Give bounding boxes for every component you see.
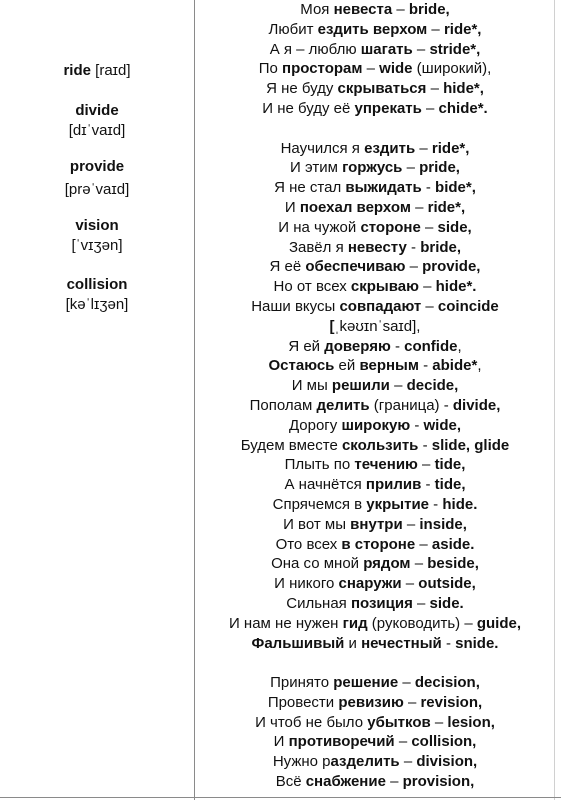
poem-line — [195, 277, 555, 297]
text-fragment: И нам не нужен — [228, 614, 343, 632]
bold-fragment: provision, — [402, 773, 475, 791]
bold-fragment: поехал верхом — [299, 198, 411, 216]
bold-fragment: bride, — [420, 238, 462, 256]
text-fragment: – — [412, 594, 430, 612]
text-fragment: – — [415, 139, 432, 157]
bold-fragment: snide. — [455, 634, 499, 652]
poem-line — [195, 436, 555, 456]
text-fragment: (граница) - — [369, 396, 453, 414]
bold-fragment: совпадают — [339, 297, 422, 315]
bold-fragment: стороне — [360, 218, 421, 236]
bold-fragment: решение — [333, 674, 399, 692]
poem-line — [195, 198, 555, 218]
poem-line — [195, 574, 555, 594]
poem-line — [195, 178, 555, 198]
poem-line — [195, 752, 555, 772]
bold-fragment: coincide — [437, 297, 499, 315]
bold-fragment: provide, — [422, 258, 481, 276]
bold-fragment: Остаюсь — [268, 357, 335, 375]
bold-fragment: decision, — [414, 674, 480, 692]
text-fragment: Будем вместе — [240, 436, 342, 454]
bold-fragment: wide, — [423, 416, 462, 434]
text-fragment: Научился я — [280, 139, 365, 157]
bold-fragment: шагать — [360, 40, 413, 58]
bold-fragment: confide — [404, 337, 458, 355]
bold-fragment: внутри — [350, 515, 403, 533]
text-fragment: - — [421, 476, 435, 494]
text-fragment: – — [420, 218, 438, 236]
poem-line — [195, 713, 555, 733]
bold-fragment: верным — [359, 357, 419, 375]
stanza-break — [195, 653, 555, 673]
bold-fragment: делить — [316, 396, 370, 414]
bold-fragment: ride*, — [427, 198, 466, 216]
text-fragment: – — [385, 773, 403, 791]
poem-line — [195, 40, 555, 60]
text-fragment: – — [402, 515, 420, 533]
text-fragment: – — [405, 258, 423, 276]
text-fragment: Спрячемся в — [272, 495, 367, 513]
poem-line — [195, 79, 555, 99]
bold-fragment: обеспечиваю — [305, 258, 406, 276]
text-fragment: И на чужой — [278, 218, 361, 236]
bold-fragment: нечестный — [361, 634, 442, 652]
text-fragment: – — [410, 198, 428, 216]
text-fragment: И — [273, 733, 289, 751]
text-fragment: - — [390, 337, 405, 355]
poem-line — [195, 257, 555, 277]
bold-fragment: hide. — [442, 495, 478, 513]
text-fragment: Нужно р — [272, 753, 331, 771]
poem-line — [195, 634, 555, 654]
bold-fragment: guide, — [476, 614, 522, 632]
text-fragment: – — [401, 575, 419, 593]
text-fragment: - — [418, 357, 433, 375]
bold-fragment: течению — [354, 456, 418, 474]
bold-fragment: side, — [437, 218, 472, 236]
poem-line — [195, 396, 555, 416]
bold-fragment: ride*, — [443, 20, 482, 38]
text-fragment: – — [362, 60, 380, 78]
text-fragment: Всё — [275, 773, 306, 791]
text-fragment: – — [418, 278, 436, 296]
vocab-entry-provide — [0, 157, 194, 200]
bold-fragment: горжусь — [342, 159, 403, 177]
vocab-entry-collision — [0, 275, 194, 315]
bold-fragment: прилив — [365, 476, 422, 494]
bold-fragment: ездить верхом — [317, 20, 428, 38]
text-fragment: - — [406, 238, 421, 256]
text-fragment: И чтоб не было — [255, 713, 368, 731]
text-fragment: ей — [334, 357, 360, 375]
poem-line — [195, 0, 555, 20]
bold-fragment: outside, — [418, 575, 476, 593]
text-fragment: , — [457, 337, 462, 355]
poem-line — [195, 59, 555, 79]
poem-line — [195, 218, 555, 238]
poem-line — [195, 535, 555, 555]
bold-fragment: beside, — [427, 555, 479, 573]
text-fragment: – — [421, 99, 439, 117]
bold-fragment: aside. — [431, 535, 475, 553]
vocab-entry-ride — [0, 61, 194, 81]
text-fragment: – — [402, 159, 420, 177]
bold-fragment: в стороне — [341, 535, 416, 553]
vocab-word: provide — [69, 158, 125, 175]
text-fragment: Завёл я — [288, 238, 348, 256]
text-fragment: И этим — [290, 159, 343, 177]
bold-fragment: wide — [379, 60, 413, 78]
text-fragment: (широкий), — [412, 60, 492, 78]
bold-fragment: противоречий — [288, 733, 395, 751]
bold-fragment: side. — [429, 594, 464, 612]
bold-fragment: decide, — [406, 377, 459, 395]
text-fragment: И вот мы — [283, 515, 351, 533]
text-fragment: А я – люблю — [269, 40, 361, 58]
text-fragment: – — [427, 20, 444, 38]
text-fragment: Пополам — [249, 396, 317, 414]
vocab-entry-divide — [0, 101, 194, 141]
bold-fragment: stride*, — [429, 40, 481, 58]
bold-fragment: азделить — [330, 753, 400, 771]
text-fragment: , — [477, 357, 482, 375]
text-fragment: И — [284, 198, 300, 216]
bold-fragment: bride, — [408, 1, 450, 18]
poem-line — [195, 455, 555, 475]
text-fragment: Я ей — [288, 337, 325, 355]
bold-fragment: lesion, — [447, 713, 495, 731]
text-fragment: Я её — [269, 258, 306, 276]
text-fragment: Дорогу — [288, 416, 342, 434]
vocab-word: vision — [75, 217, 119, 234]
poem-line — [195, 732, 555, 752]
text-fragment: и — [344, 634, 362, 652]
vocab-ipa: [ˈvɪʒən] — [71, 237, 123, 254]
text-fragment: Я не буду — [266, 80, 338, 98]
bold-fragment: скрываться — [337, 80, 427, 98]
poem-line — [195, 495, 555, 515]
text-fragment: И не буду её — [262, 99, 355, 117]
poem-line — [195, 772, 555, 792]
text-fragment: – — [389, 377, 407, 395]
bold-fragment: collision, — [411, 733, 477, 751]
poem-line — [195, 693, 555, 713]
text-fragment: – — [399, 753, 417, 771]
text-fragment: - — [418, 436, 432, 454]
bold-fragment: pride, — [419, 159, 460, 177]
vocab-ipa: [prəˈvaɪd] — [64, 181, 130, 198]
bold-fragment: позиция — [350, 594, 413, 612]
text-fragment: Сильная — [286, 594, 351, 612]
text-fragment: А начнётся — [284, 476, 366, 494]
text-fragment: – — [403, 693, 421, 711]
bold-fragment: укрытие — [366, 495, 430, 513]
bold-fragment: невесту — [347, 238, 407, 256]
vocab-entry-vision — [0, 216, 194, 256]
bold-fragment: просторам — [282, 60, 363, 78]
bold-fragment: ревизию — [338, 693, 404, 711]
bold-fragment: tide, — [434, 476, 466, 494]
vocab-word: collision — [66, 276, 128, 293]
poem-line — [195, 614, 555, 634]
text-fragment: Наши вкусы — [251, 297, 340, 315]
bold-fragment: невеста — [333, 1, 393, 18]
bold-fragment: упрекать — [354, 99, 422, 117]
bold-fragment: выжидать — [345, 179, 422, 197]
vocab-word: divide — [75, 102, 119, 119]
text-fragment: - — [429, 495, 443, 513]
bold-fragment: снабжение — [305, 773, 386, 791]
bold-fragment: скользить — [341, 436, 419, 454]
text-fragment: И никого — [274, 575, 339, 593]
bottom-rule — [0, 797, 561, 798]
text-fragment: - — [421, 179, 436, 197]
text-fragment: (руководить) – — [367, 614, 477, 632]
poem-line — [195, 594, 555, 614]
bold-fragment: [ — [329, 317, 335, 335]
text-fragment: Моя — [300, 1, 334, 18]
text-fragment: – — [398, 674, 415, 692]
text-fragment: – — [392, 1, 409, 18]
bold-fragment: рядом — [363, 555, 411, 573]
text-fragment: Провести — [267, 693, 339, 711]
bold-fragment: Фальшивый — [251, 634, 345, 652]
bold-fragment: divide, — [452, 396, 501, 414]
bold-fragment: slide, glide — [431, 436, 510, 454]
text-fragment: Плыть по — [284, 456, 355, 474]
text-fragment: Но от всех — [273, 278, 351, 296]
text-fragment: Я не стал — [274, 179, 346, 197]
bold-fragment: решили — [331, 377, 390, 395]
poem-line — [195, 297, 555, 317]
poem-line — [195, 673, 555, 693]
text-fragment: По — [258, 60, 283, 78]
bold-fragment: снаружи — [338, 575, 402, 593]
text-fragment: И мы — [291, 377, 332, 395]
bold-fragment: division, — [416, 753, 478, 771]
bold-fragment: bide*, — [435, 179, 476, 197]
bold-fragment: скрываю — [350, 278, 419, 296]
text-fragment: Любит — [268, 20, 318, 38]
bold-fragment: широкую — [341, 416, 411, 434]
poem-line — [195, 554, 555, 574]
text-fragment: – — [421, 297, 438, 315]
bold-fragment: hide*. — [435, 278, 477, 296]
text-fragment: - — [410, 416, 424, 434]
vocab-ipa: [raɪd] — [95, 62, 131, 79]
poem-line — [195, 139, 555, 159]
text-fragment: – — [430, 713, 448, 731]
bold-fragment: доверяю — [324, 337, 391, 355]
text-fragment: – — [410, 555, 428, 573]
poem-line — [195, 238, 555, 258]
poem-line — [195, 317, 555, 337]
poem-line — [195, 20, 555, 40]
text-fragment: Она со мной — [271, 555, 364, 573]
poem-line — [195, 99, 555, 119]
poem-line — [195, 475, 555, 495]
poem-line — [195, 515, 555, 535]
bold-fragment: inside, — [419, 515, 467, 533]
stanza-break — [195, 119, 555, 139]
text-fragment: – — [417, 456, 435, 474]
text-fragment: – — [426, 80, 444, 98]
poem-line — [195, 356, 555, 376]
poem-line — [195, 416, 555, 436]
text-fragment: – — [412, 40, 430, 58]
vocab-ipa: [kəˈlɪʒən] — [65, 296, 129, 313]
poem-line — [195, 376, 555, 396]
vocab-ipa: [dɪˈvaɪd] — [68, 122, 126, 139]
poem-line — [195, 158, 555, 178]
poem-text — [195, 0, 555, 792]
bold-fragment: гид — [342, 614, 368, 632]
bold-fragment: ride*, — [431, 139, 470, 157]
bold-fragment: chide*. — [438, 99, 488, 117]
text-fragment: Принято — [270, 674, 334, 692]
bold-fragment: abide* — [432, 357, 478, 375]
text-fragment: – — [394, 733, 412, 751]
bold-fragment: убытков — [367, 713, 431, 731]
vocab-word: ride — [63, 62, 91, 79]
bold-fragment: hide*, — [443, 80, 484, 98]
poem-line — [195, 337, 555, 357]
text-fragment: - — [441, 634, 456, 652]
text-fragment: ˌkəʊɪnˈsaɪd], — [334, 317, 421, 335]
bold-fragment: tide, — [434, 456, 466, 474]
text-fragment: Ото всех — [275, 535, 342, 553]
bold-fragment: ездить — [364, 139, 416, 157]
bold-fragment: revision, — [420, 693, 483, 711]
text-fragment: – — [415, 535, 432, 553]
